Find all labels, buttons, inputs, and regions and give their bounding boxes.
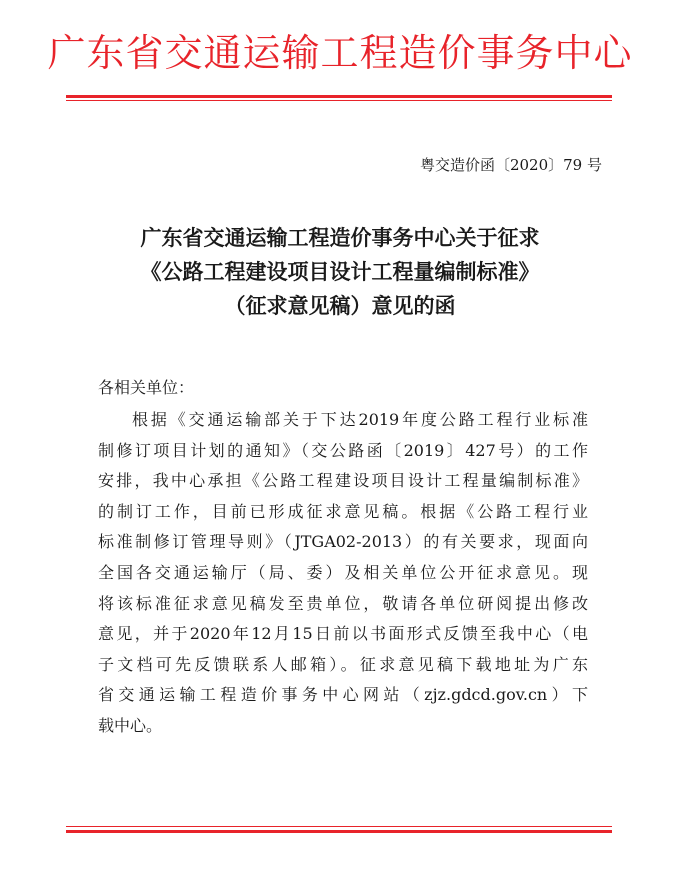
letter-body <box>98 405 588 742</box>
body-line: 的制订工作，目前已形成征求意见稿。根据《公路工程行业 <box>98 501 588 521</box>
document-number: 粤交造价函〔2020〕79 号 <box>419 156 602 174</box>
letterhead-org-name: 广东省交通运输工程造价事务中心 <box>47 31 633 75</box>
title-line: 广东省交通运输工程造价事务中心关于征求 <box>140 226 540 250</box>
body-line: 载中心。 <box>98 715 163 735</box>
header-divider-thin <box>66 100 612 101</box>
salutation: 各相关单位： <box>98 378 195 397</box>
body-line: 意见，并于2020年12月15日前以书面形式反馈至我中心（电 <box>98 624 588 644</box>
body-line: 将该标准征求意见稿发至贵单位，敬请各单位研阅提出修改 <box>98 593 588 613</box>
body-line: 全国各交通运输厅（局、委）及相关单位公开征求意见。现 <box>98 562 588 582</box>
body-line: 标准制修订管理导则》（JTGA02-2013）的有关要求，现面向 <box>98 532 588 552</box>
body-line: 安排，我中心承担《公路工程建设项目设计工程量编制标准》 <box>98 471 588 491</box>
body-line: 制修订项目计划的通知》（交公路函〔2019〕427号）的工作 <box>98 440 588 460</box>
footer-divider-thin <box>66 826 612 827</box>
footer-divider-thick <box>66 830 612 833</box>
header-divider-thick <box>66 95 612 98</box>
body-line: 子文档可先反馈联系人邮箱）。征求意见稿下载地址为广东 <box>98 654 588 674</box>
body-line: 根据《交通运输部关于下达2019年度公路工程行业标准 <box>132 410 588 429</box>
title-line: 《公路工程建设项目设计工程量编制标准》 <box>140 260 540 284</box>
body-line: 省交通运输工程造价事务中心网站（zjz.gdcd.gov.cn）下 <box>98 685 588 705</box>
document-title <box>60 221 620 323</box>
title-line: （征求意见稿）意见的函 <box>224 294 456 318</box>
